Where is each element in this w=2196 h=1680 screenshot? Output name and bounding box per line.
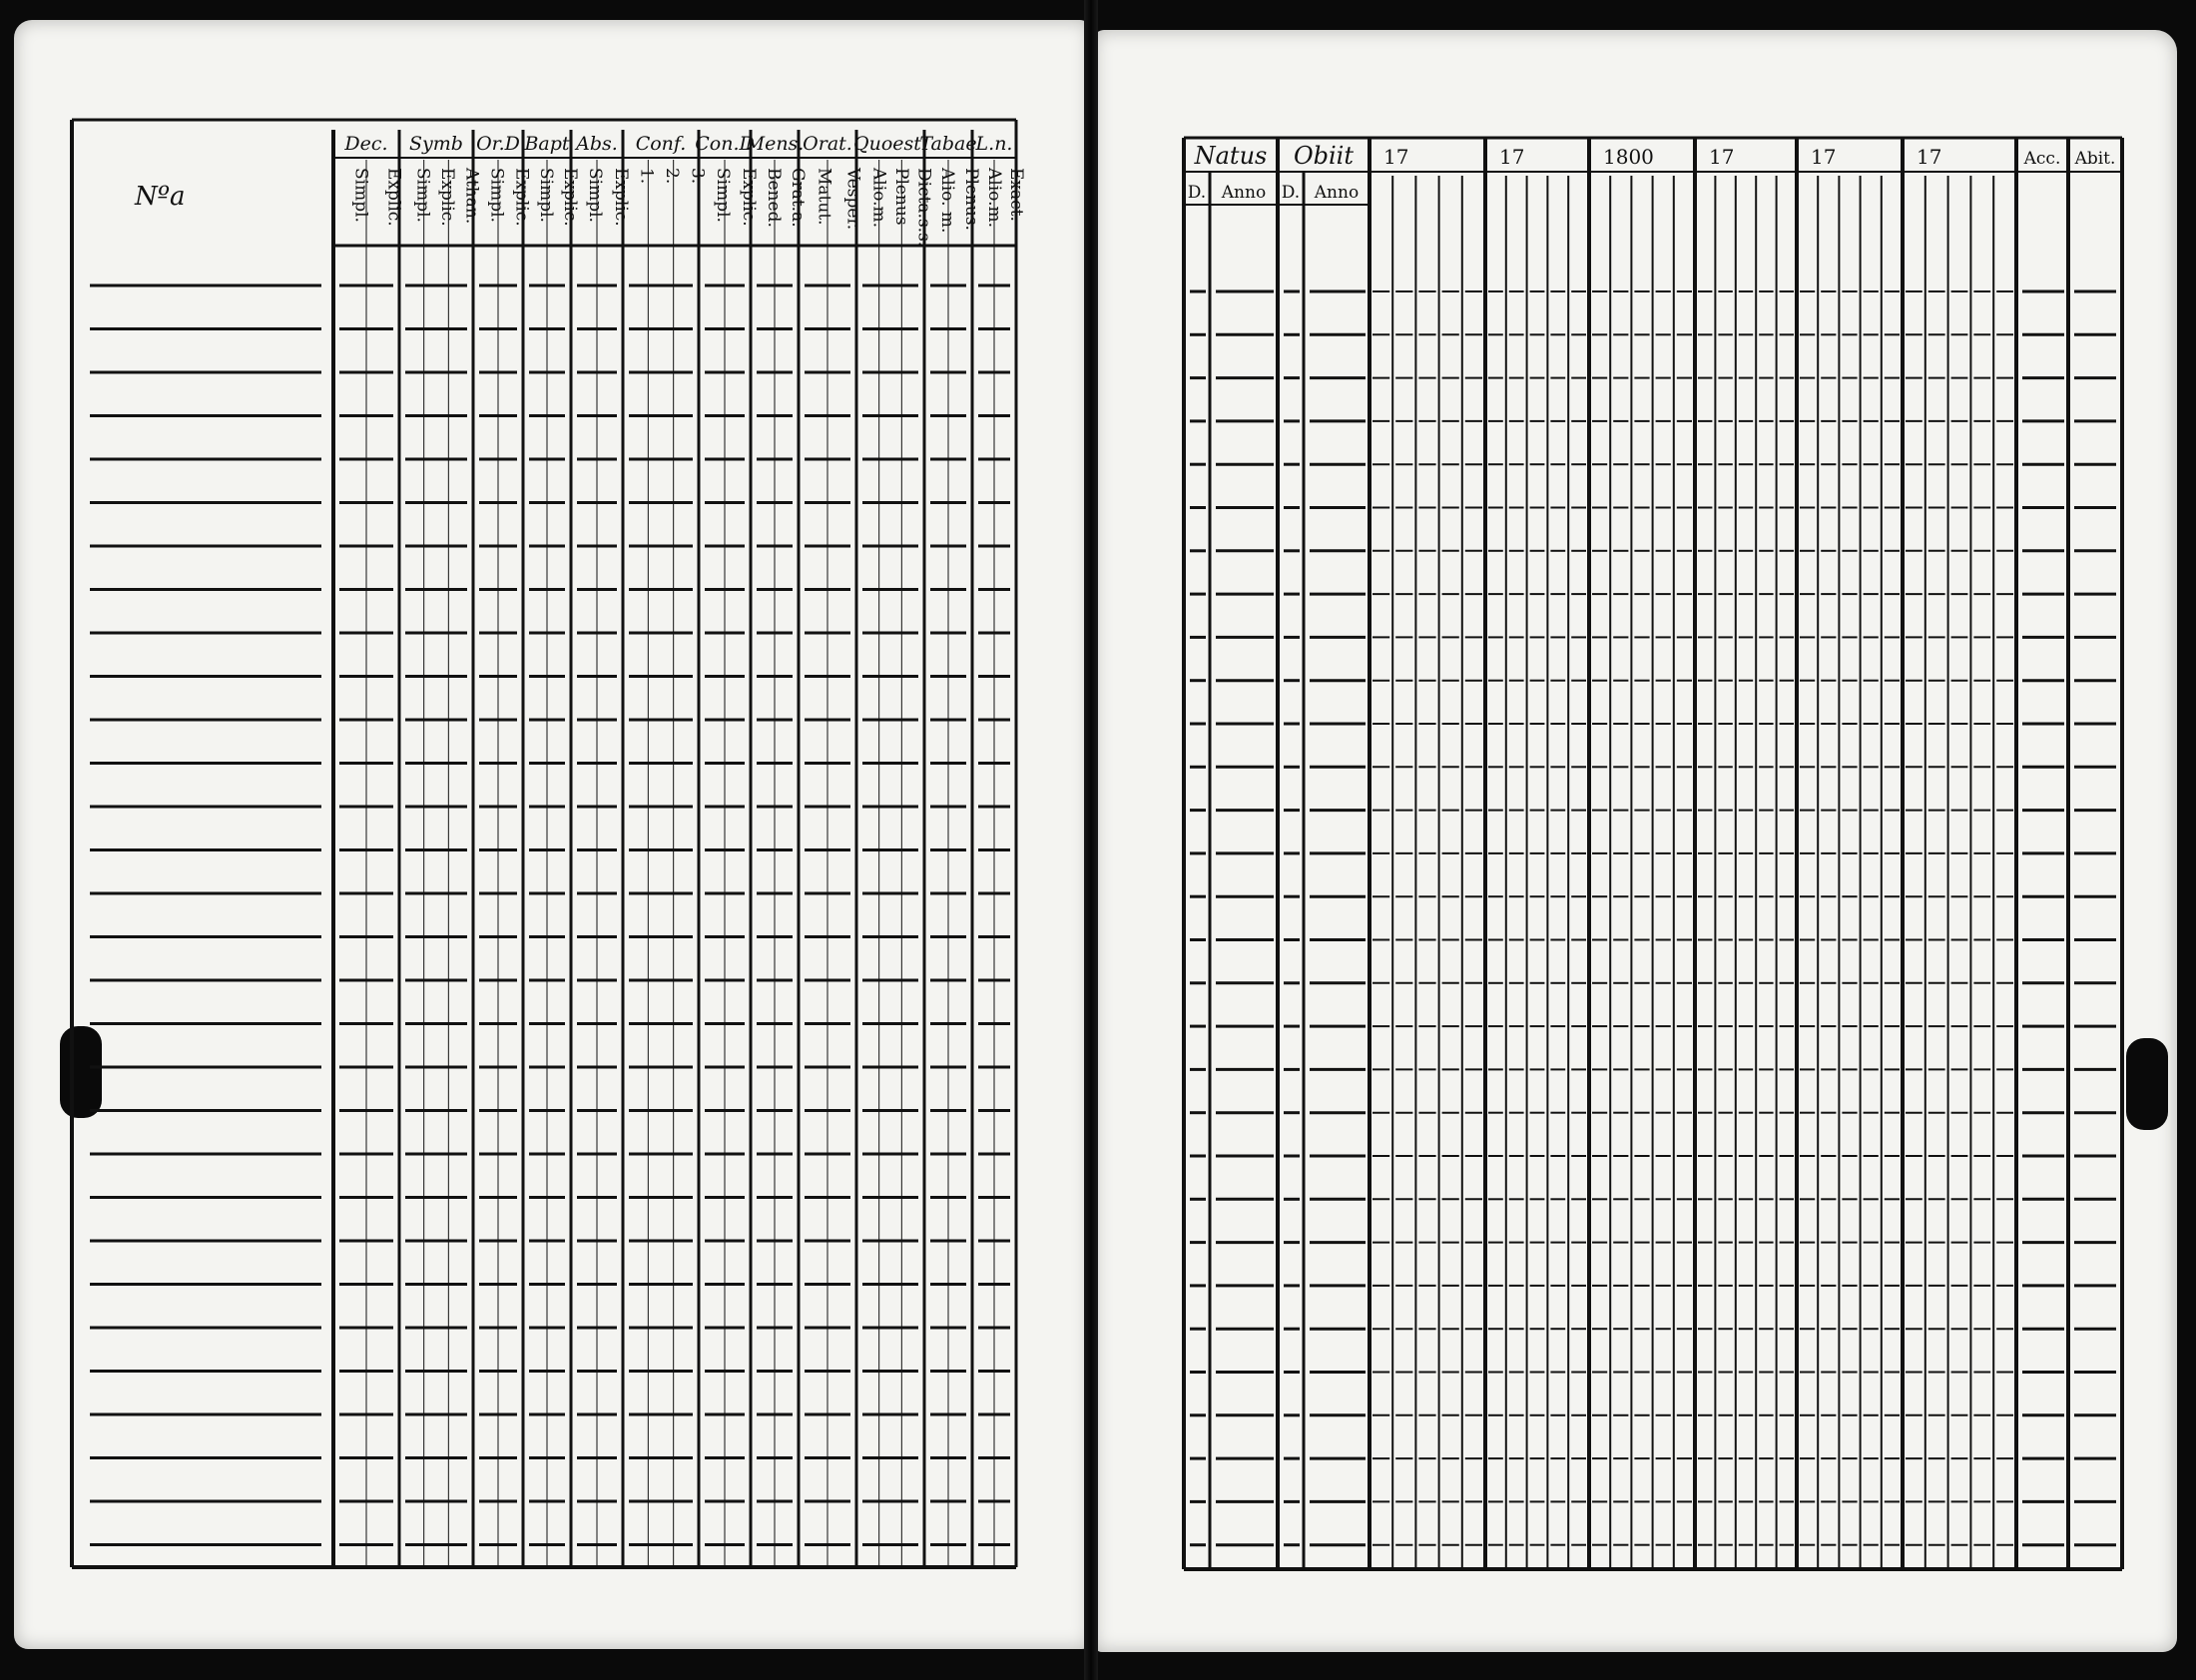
column-subheader: Simpl. xyxy=(585,168,605,223)
column-subheader: Explic. xyxy=(611,168,631,227)
column-header: Acc. xyxy=(2023,149,2061,169)
column-subheader: Explic. xyxy=(383,168,404,227)
column-subheader: Exact. xyxy=(1006,168,1026,222)
column-header: Conf. xyxy=(635,133,687,155)
column-header: L.n. xyxy=(975,133,1013,155)
column-header: Bapt xyxy=(524,133,570,155)
column-subheader: Anno xyxy=(1314,183,1360,203)
column-subheader: Alio. m. xyxy=(937,168,957,234)
column-header: Or.D xyxy=(476,133,520,155)
handwritten-mark: Nºa xyxy=(135,182,186,212)
column-subheader: 3. xyxy=(687,168,708,185)
column-header: Obiit xyxy=(1293,142,1355,170)
column-header: 17 xyxy=(1917,145,1942,169)
column-header: Dec. xyxy=(344,133,388,155)
column-subheader: Vesper. xyxy=(842,168,863,231)
column-subheader: Dicta.s.s. xyxy=(913,168,934,248)
column-subheader: 2. xyxy=(662,168,682,185)
column-header: Tabae xyxy=(919,133,977,155)
column-subheader: Explic. xyxy=(437,168,457,227)
column-header: 1800 xyxy=(1603,145,1654,169)
column-subheader: Explic. xyxy=(739,168,759,227)
column-subheader: Bened. xyxy=(764,168,784,228)
column-subheader: Explic. xyxy=(560,168,580,227)
column-header: 17 xyxy=(1499,145,1525,169)
column-header: 17 xyxy=(1709,145,1735,169)
column-subheader: Simpl. xyxy=(350,168,371,223)
column-header: Quoest. xyxy=(853,133,927,155)
column-subheader: Athan. xyxy=(461,168,482,225)
column-header: Con.D xyxy=(695,133,755,155)
column-subheader: Explic. xyxy=(511,168,532,227)
column-subheader: Simpl. xyxy=(536,168,556,223)
column-header: 17 xyxy=(1383,145,1409,169)
column-header: Abs. xyxy=(576,133,618,155)
column-subheader: Plenus xyxy=(891,168,911,226)
column-header: Abit. xyxy=(2074,149,2116,169)
column-header: Natus xyxy=(1194,142,1268,170)
column-subheader: Plenus. xyxy=(961,168,981,231)
column-subheader: Alio.m. xyxy=(868,168,889,229)
column-subheader: 1. xyxy=(636,168,657,185)
column-header: Mens. xyxy=(745,133,805,155)
column-subheader: D. xyxy=(1281,183,1301,203)
column-header: Orat. xyxy=(803,133,852,155)
column-subheader: Matut. xyxy=(814,168,834,226)
column-subheader: Simpl. xyxy=(486,168,507,223)
column-subheader: Anno xyxy=(1221,183,1267,203)
column-subheader: Alio.m. xyxy=(984,168,1004,229)
column-subheader: Simpl. xyxy=(713,168,733,223)
column-subheader: Simpl. xyxy=(412,168,433,223)
column-header: 17 xyxy=(1811,145,1837,169)
column-header: Symb xyxy=(409,133,463,155)
column-subheader: D. xyxy=(1187,183,1207,203)
column-subheader: Grat.a. xyxy=(788,168,808,228)
